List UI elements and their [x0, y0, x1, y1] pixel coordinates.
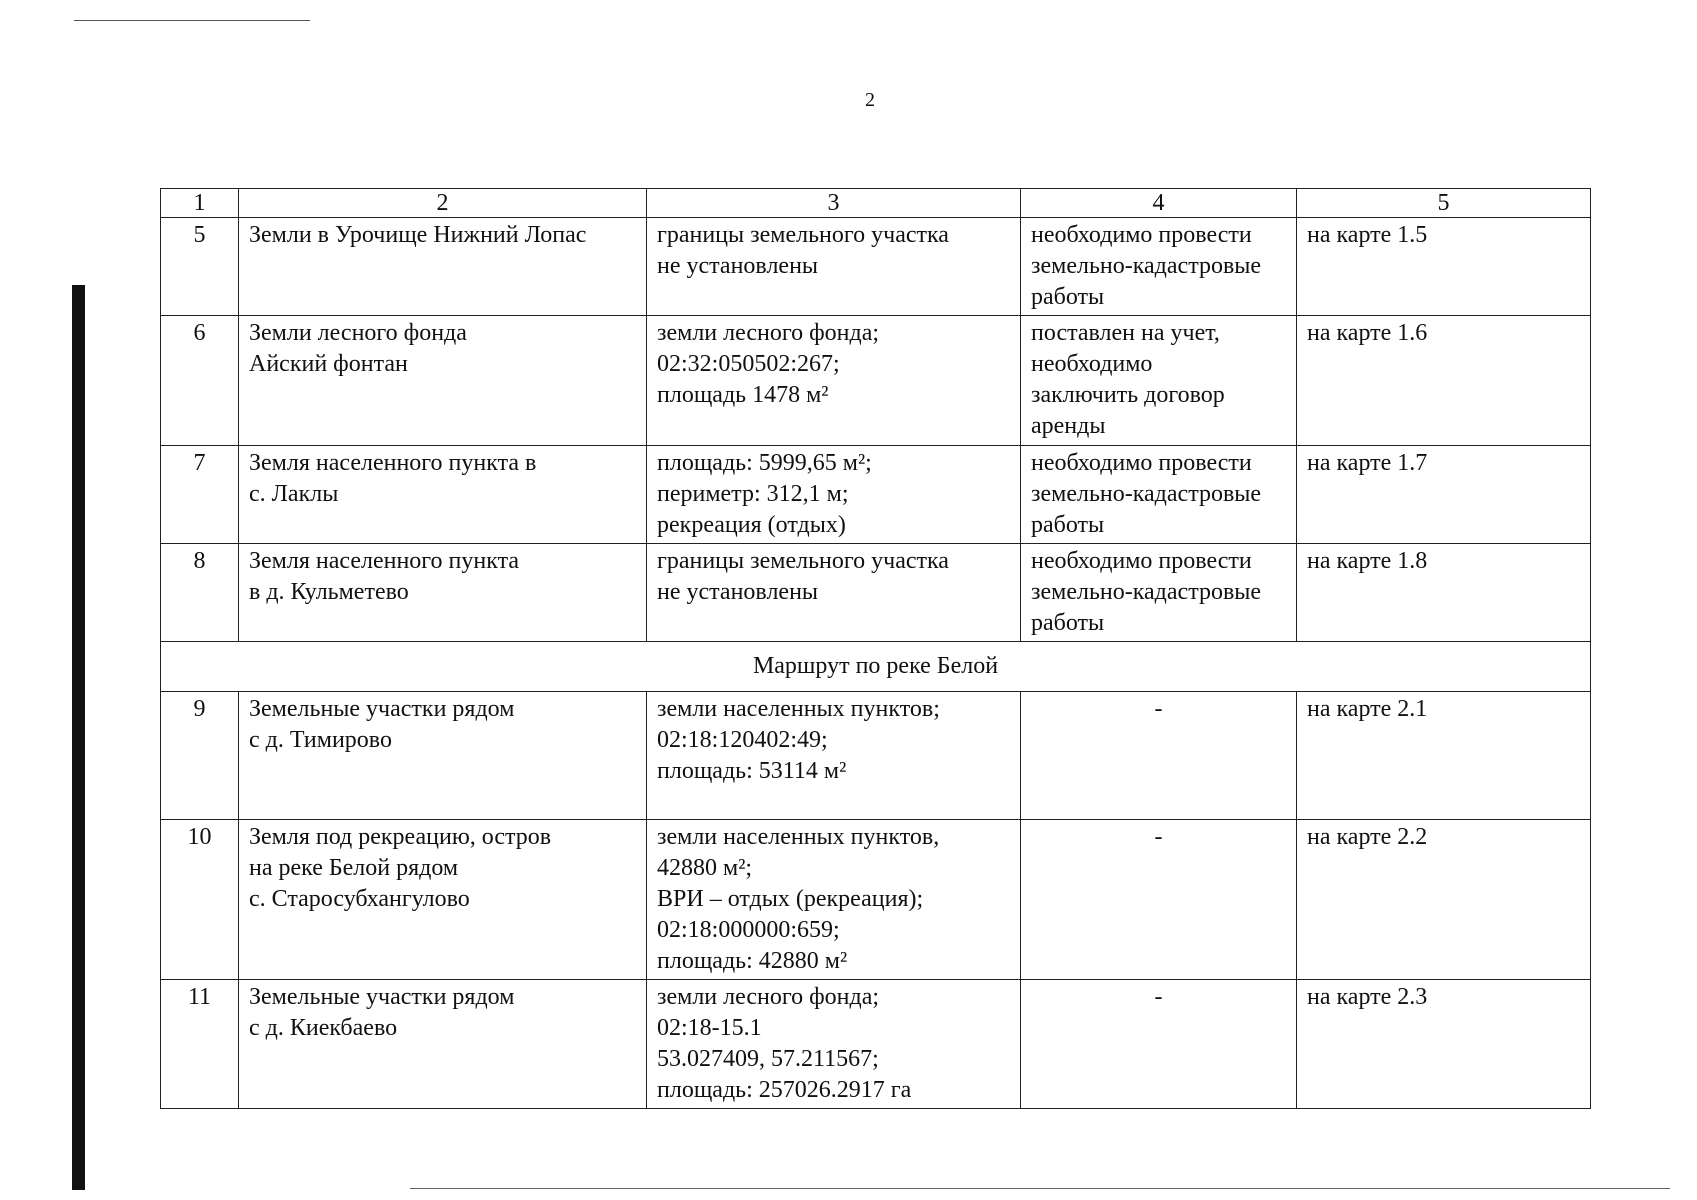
section-title: Маршрут по реке Белой: [161, 642, 1591, 692]
plot-status: -: [1021, 820, 1297, 980]
plot-status: поставлен на учет, необходимо заключить договор аренды: [1021, 316, 1297, 446]
plot-details: земли населенных пунктов, 42880 м²; ВРИ – отдых (рекреация); 02:18:000000:659; площадь: 42880 м²: [647, 820, 1021, 980]
plot-status: -: [1021, 980, 1297, 1109]
table-row: [161, 316, 1591, 446]
page-number: 2: [865, 89, 875, 111]
row-number: 10: [161, 820, 239, 980]
plot-details: границы земельного участка не установлены: [647, 218, 1021, 316]
map-reference: на карте 2.3: [1297, 980, 1591, 1109]
plot-name: Земельные участки рядом с д. Тимирово: [239, 692, 647, 820]
bottom-rule: [410, 1188, 1670, 1189]
plot-name: Земли лесного фонда Айский фонтан: [239, 316, 647, 446]
plot-details: площадь: 5999,65 м²; периметр: 312,1 м; рекреация (отдых): [647, 446, 1021, 544]
table-row: [161, 218, 1591, 316]
column-number: 5: [1297, 189, 1591, 218]
map-reference: на карте 1.6: [1297, 316, 1591, 446]
row-number: 7: [161, 446, 239, 544]
row-number: 9: [161, 692, 239, 820]
row-number: 6: [161, 316, 239, 446]
column-number-row: [161, 189, 1591, 218]
row-number: 8: [161, 544, 239, 642]
plot-name: Земля населенного пункта в с. Лаклы: [239, 446, 647, 544]
plot-name: Земля под рекреацию, остров на реке Белой рядом с. Старосубхангулово: [239, 820, 647, 980]
table-row: [161, 446, 1591, 544]
plot-details: границы земельного участка не установлены: [647, 544, 1021, 642]
map-reference: на карте 2.1: [1297, 692, 1591, 820]
column-number: 1: [161, 189, 239, 218]
column-number: 4: [1021, 189, 1297, 218]
row-number: 11: [161, 980, 239, 1109]
table-row: [161, 692, 1591, 820]
plot-status: необходимо провести земельно-кадастровые работы: [1021, 544, 1297, 642]
plot-name: Земельные участки рядом с д. Киекбаево: [239, 980, 647, 1109]
plot-status: -: [1021, 692, 1297, 820]
map-reference: на карте 2.2: [1297, 820, 1591, 980]
table-row: [161, 544, 1591, 642]
plot-status: необходимо провести земельно-кадастровые работы: [1021, 218, 1297, 316]
plot-details: земли лесного фонда; 02:32:050502:267; площадь 1478 м²: [647, 316, 1021, 446]
plot-details: земли лесного фонда; 02:18-15.1 53.027409, 57.211567; площадь: 257026.2917 га: [647, 980, 1021, 1109]
plot-details: земли населенных пунктов; 02:18:120402:49; площадь: 53114 м²: [647, 692, 1021, 820]
plot-status: необходимо провести земельно-кадастровые работы: [1021, 446, 1297, 544]
plot-name: Земли в Урочище Нижний Лопас: [239, 218, 647, 316]
section-row: [161, 642, 1591, 692]
scan-edge-shadow: [72, 285, 85, 1190]
column-number: 3: [647, 189, 1021, 218]
column-number: 2: [239, 189, 647, 218]
top-rule: [74, 20, 310, 21]
plot-name: Земля населенного пункта в д. Кульметево: [239, 544, 647, 642]
map-reference: на карте 1.5: [1297, 218, 1591, 316]
table-row: [161, 820, 1591, 980]
map-reference: на карте 1.8: [1297, 544, 1591, 642]
land-plots-table: [160, 188, 1591, 1109]
row-number: 5: [161, 218, 239, 316]
map-reference: на карте 1.7: [1297, 446, 1591, 544]
table-row: [161, 980, 1591, 1109]
